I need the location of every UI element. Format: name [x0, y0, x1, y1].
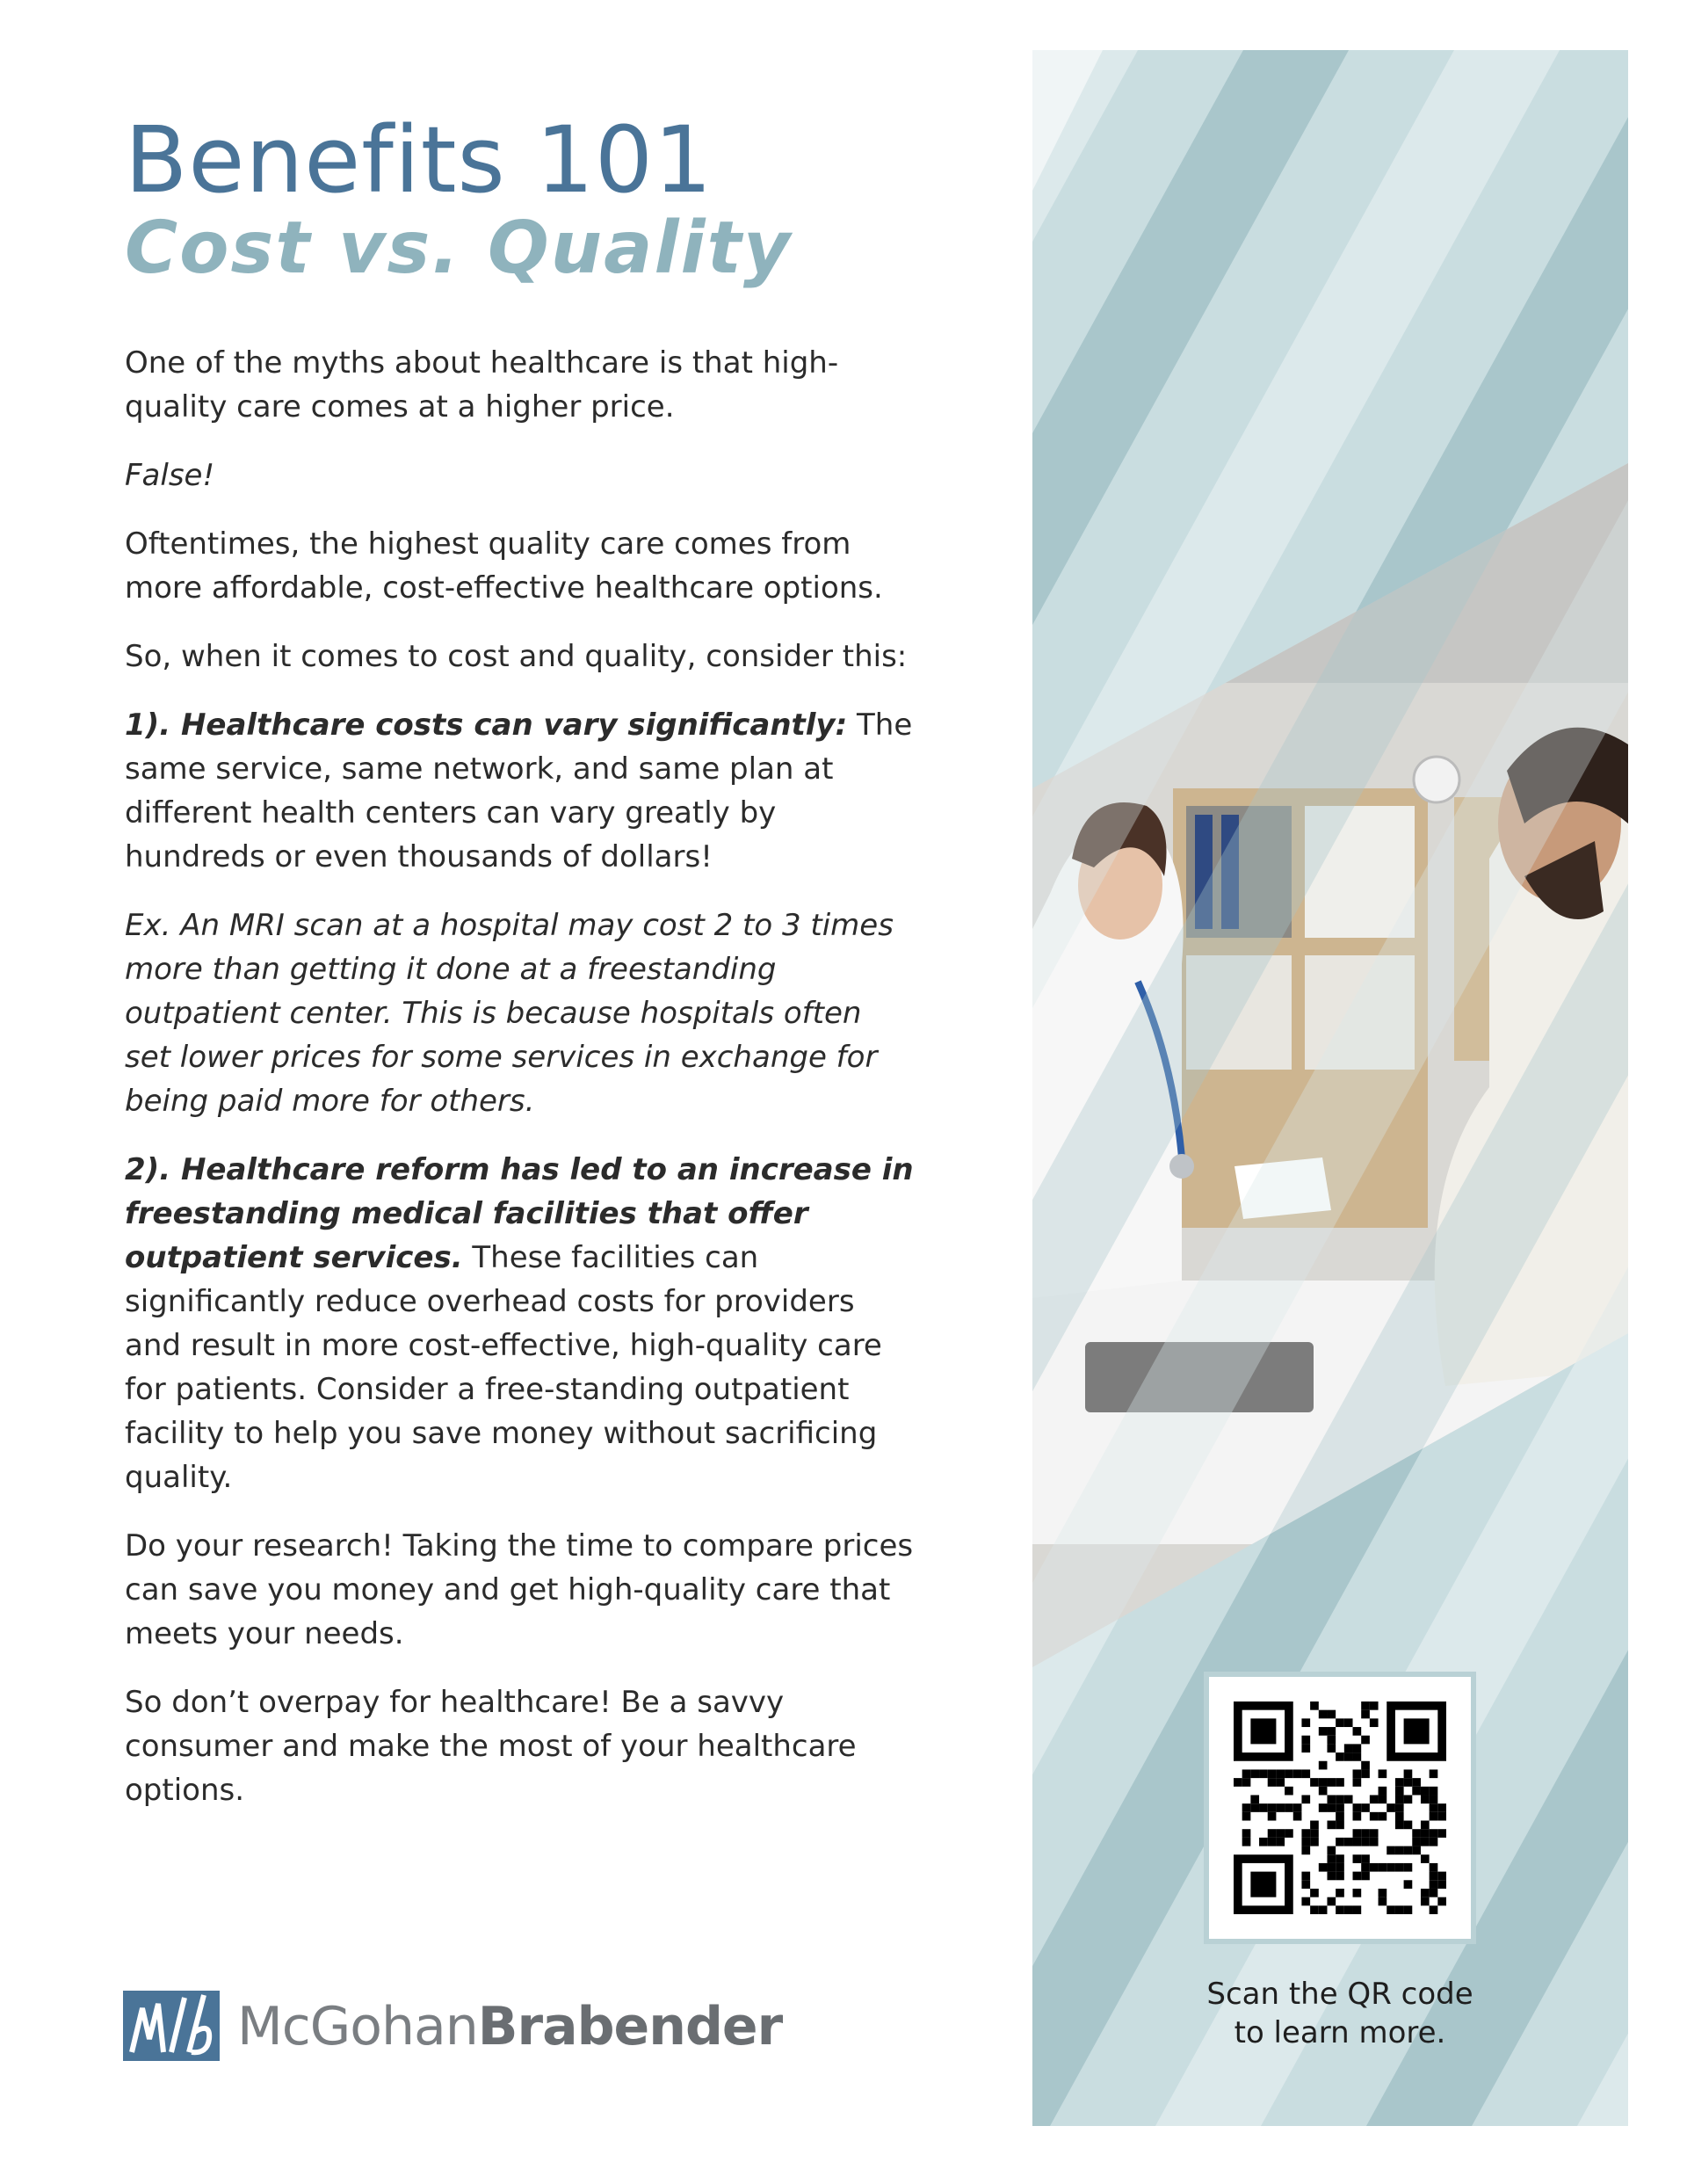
paragraph-false: False!	[125, 458, 215, 493]
point-2-heading: 2). Healthcare reform has led to an increase in freestanding medical facilities that offer outpatient services.	[125, 1152, 914, 1275]
article-body	[125, 341, 916, 1837]
company-logo	[123, 1991, 783, 2070]
logo-word-mcgohan: McGohan	[237, 1996, 478, 2057]
qr-caption	[1120, 1975, 1560, 2052]
paragraph-example: Ex. An MRI scan at a hospital may cost 2 to 3 times more than getting it done at a freestanding outpatient center. This is because hospitals often set lower prices for some services in exchange for being paid more for others.	[125, 908, 894, 1119]
paragraph-point-2	[125, 1148, 916, 1499]
point-1-text: The same service, same network, and same plan at different health centers can vary greatly by hundreds or even thousands of dollars!	[125, 707, 913, 874]
paragraph-oftentimes: Oftentimes, the highest quality care comes from more affordable, cost-effective healthcare options.	[125, 526, 883, 606]
point-1-heading: 1). Healthcare costs can vary significantly:	[125, 707, 848, 743]
paragraph-savvy: So don’t overpay for healthcare! Be a savvy consumer and make the most of your healthcare options.	[125, 1685, 857, 1808]
page-subtitle: Cost vs. Quality	[125, 207, 793, 290]
logo-word-brabender: Brabender	[477, 1996, 783, 2057]
qr-code[interactable]	[1204, 1672, 1476, 1944]
logo-mark-icon	[123, 1991, 220, 2061]
side-panel	[1032, 50, 1628, 2126]
qr-code-icon	[1234, 1701, 1446, 1914]
qr-caption-line-2: to learn more.	[1234, 2015, 1446, 2050]
paragraph-point-1	[125, 703, 916, 879]
paragraph-myth: One of the myths about healthcare is that high-quality care comes at a higher price.	[125, 345, 839, 424]
paragraph-research: Do your research! Taking the time to compare prices can save you money and get high-quality care that meets your needs.	[125, 1528, 914, 1651]
point-2-text: These facilities can significantly reduce overhead costs for providers and result in more cost-effective, high-quality care for patients. Consider a free-standing outpatient facility to help you save money without sacrificing quality.	[125, 1240, 882, 1495]
qr-caption-line-1: Scan the QR code	[1206, 1977, 1473, 2012]
page-title: Benefits 101	[125, 106, 713, 214]
paragraph-consider: So, when it comes to cost and quality, consider this:	[125, 639, 908, 674]
logo-wordmark	[237, 1996, 782, 2057]
